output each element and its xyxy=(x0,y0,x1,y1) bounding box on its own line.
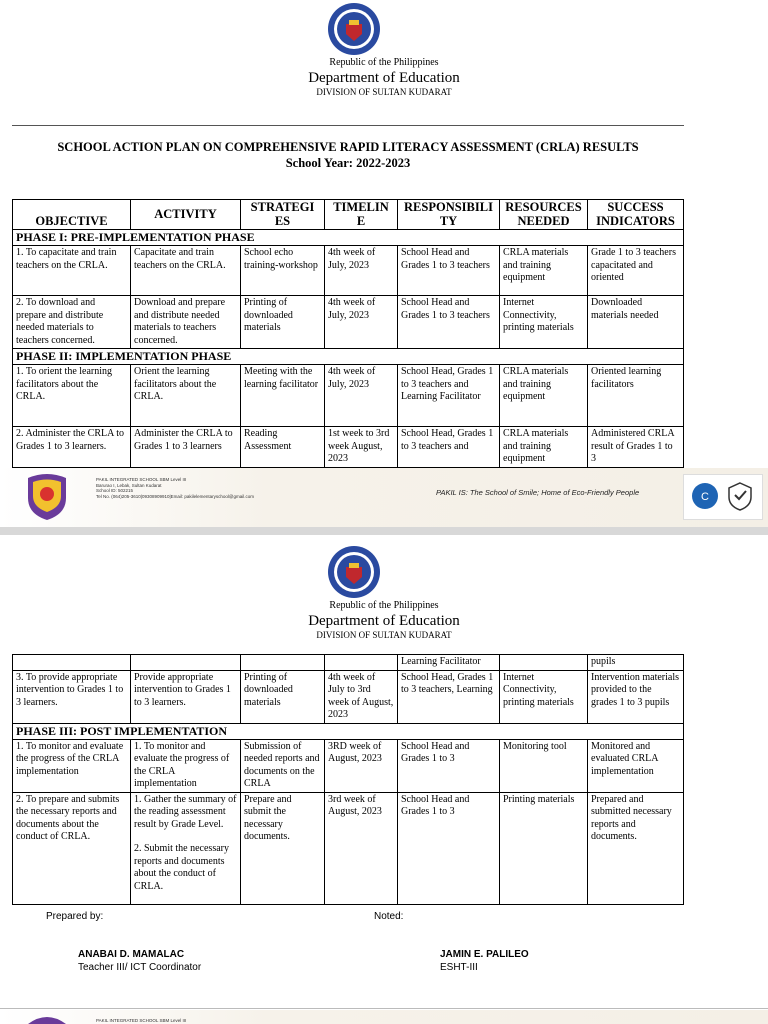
phase-1-label: PHASE I: PRE-IMPLEMENTATION PHASE xyxy=(13,230,684,246)
table-row xyxy=(13,792,684,904)
cell: pupils xyxy=(588,655,684,671)
cell: 1st week to 3rd week August, 2023 xyxy=(325,427,398,468)
cell: 4th week of July to 3rd week of August, 2023 xyxy=(325,670,398,723)
cell: School Head and Grades 1 to 3 xyxy=(398,792,500,904)
footer-school-id: School ID: 502215 xyxy=(96,488,134,493)
phase-row xyxy=(13,230,684,246)
cell: Printing of downloaded materials xyxy=(241,670,325,723)
cell: Intervention materials provided to the grades 1 to 3 pupils xyxy=(588,670,684,723)
republic-label: Republic of the Philippines xyxy=(329,600,439,611)
table-header-row xyxy=(13,200,684,230)
cell: School Head and Grades 1 to 3 teachers xyxy=(398,246,500,296)
col-success: SUCCESS INDICATORS xyxy=(588,200,684,230)
certification-badges xyxy=(683,474,763,520)
cell: Meeting with the learning facilitator xyxy=(241,365,325,427)
department-label: Department of Education xyxy=(308,613,460,629)
cell xyxy=(241,655,325,671)
noter-name: JAMIN E. PALILEO xyxy=(440,949,529,960)
cell: 2. Administer the CRLA to Grades 1 to 3 learners. xyxy=(13,427,131,468)
cell: Internet Connectivity, printing materials xyxy=(500,296,588,349)
col-responsibility: RESPONSIBILI TY xyxy=(398,200,500,230)
cell: Internet Connectivity, printing materials xyxy=(500,670,588,723)
footer-school: PAKIL INTEGRATED SCHOOL SBM Level III xyxy=(96,477,187,482)
svg-text:C: C xyxy=(701,491,709,503)
cell: Printing materials xyxy=(500,792,588,904)
table-row xyxy=(13,427,684,468)
cell: 4th week of July, 2023 xyxy=(325,246,398,296)
cell: Prepare and submit the necessary documents. xyxy=(241,792,325,904)
table-row xyxy=(13,655,684,671)
footer-address: Barurao I, Lebak, Sultan Kudarat xyxy=(96,482,162,488)
action-plan-table-page1 xyxy=(12,199,684,468)
cell: 1. To capacitate and train teachers on the CRLA. xyxy=(13,246,131,296)
activity-step-2: 2. Submit the necessary reports and documents about the conduct of CRLA. xyxy=(134,843,229,892)
cell: CRLA materials and training equipment xyxy=(500,246,588,296)
cell: Administer the CRLA to Grades 1 to 3 learners xyxy=(131,427,241,468)
cell: Reading Assessment xyxy=(241,427,325,468)
header-divider xyxy=(12,125,684,126)
cell: 2. To download and prepare and distribute needed materials to teachers concerned. xyxy=(13,296,131,349)
col-resources: RESOURCES NEEDED xyxy=(500,200,588,230)
action-plan-table-page2 xyxy=(12,654,684,905)
phase-row xyxy=(13,723,684,739)
cell: Prepared and submitted necessary reports and documents. xyxy=(588,792,684,904)
preparer-name: ANABAI D. MAMALAC xyxy=(78,949,185,960)
cell: Capacitate and train teachers on the CRLA. xyxy=(131,246,241,296)
col-timeline: TIMELIN E xyxy=(325,200,398,230)
cell: School Head, Grades 1 to 3 teachers, Learning xyxy=(398,670,500,723)
school-logo-icon xyxy=(24,472,70,522)
footer-tagline: PAKIL IS: The School of Smile; Home of Eco-Friendly People xyxy=(436,488,640,497)
cell: School Head and Grades 1 to 3 teachers xyxy=(398,296,500,349)
cell xyxy=(13,655,131,671)
division-label: DIVISION OF SULTAN KUDARAT xyxy=(316,630,452,640)
cell xyxy=(131,655,241,671)
division-label: DIVISION OF SULTAN KUDARAT xyxy=(316,87,452,97)
deped-seal-icon xyxy=(327,545,381,599)
cell: Grade 1 to 3 teachers capacitated and oriented xyxy=(588,246,684,296)
republic-label: Republic of the Philippines xyxy=(329,57,439,68)
cell: Submission of needed reports and documents on the CRLA xyxy=(241,739,325,792)
table-row xyxy=(13,296,684,349)
cell: Downloaded materials needed xyxy=(588,296,684,349)
cell: 4th week of July, 2023 xyxy=(325,365,398,427)
cell xyxy=(325,655,398,671)
cell: CRLA materials and training equipment xyxy=(500,427,588,468)
phase-row xyxy=(13,349,684,365)
col-activity: ACTIVITY xyxy=(131,200,241,230)
cell: School Head, Grades 1 to 3 teachers and Learning Facilitator xyxy=(398,365,500,427)
cell: 1. To monitor and evaluate the progress of the CRLA implementation xyxy=(13,739,131,792)
cell: 4th week of July, 2023 xyxy=(325,296,398,349)
cell: Orient the learning facilitators about the CRLA. xyxy=(131,365,241,427)
page-break xyxy=(0,527,768,535)
cell: 1. To monitor and evaluate the progress of the CRLA implementation xyxy=(131,739,241,792)
noter-role: ESHT-III xyxy=(440,962,478,973)
cell: School Head and Grades 1 to 3 xyxy=(398,739,500,792)
cell: CRLA materials and training equipment xyxy=(500,365,588,427)
col-objective: OBJECTIVE xyxy=(13,200,131,230)
cell: 3. To provide appropriate intervention to Grades 1 to 3 learners. xyxy=(13,670,131,723)
cell: 1. To orient the learning facilitators about the CRLA. xyxy=(13,365,131,427)
footer-info xyxy=(96,477,376,499)
cell: Monitoring tool xyxy=(500,739,588,792)
cell: 3rd week of August, 2023 xyxy=(325,792,398,904)
footer-contact: Tel No. (064)205-3610|09308909910|Email: pakilelementaryschool@gmail.com xyxy=(96,493,254,499)
col-strategies: STRATEGI ES xyxy=(241,200,325,230)
cell: Monitored and evaluated CRLA implementation xyxy=(588,739,684,792)
deped-seal-icon xyxy=(327,2,381,56)
footer-divider xyxy=(0,1008,768,1009)
socotec-logo-icon xyxy=(690,481,720,511)
phase-2-label: PHASE II: IMPLEMENTATION PHASE xyxy=(13,349,684,365)
cell: 3RD week of August, 2023 xyxy=(325,739,398,792)
prepared-by-label: Prepared by: xyxy=(46,911,104,922)
department-label: Department of Education xyxy=(308,70,460,86)
cell: Administered CRLA result of Grades 1 to 3 xyxy=(588,427,684,468)
cell: School Head, Grades 1 to 3 teachers and xyxy=(398,427,500,468)
ukas-logo-icon xyxy=(726,481,754,511)
school-year: School Year: 2022-2023 xyxy=(285,156,411,170)
cell: 2. To prepare and submits the necessary reports and documents about the conduct of CRLA. xyxy=(13,792,131,904)
table-row xyxy=(13,739,684,792)
table-row xyxy=(13,246,684,296)
school-logo-icon xyxy=(24,1014,70,1024)
activity-step-1: 1. Gather the summary of the reading assessment result by Grade Level. xyxy=(134,793,237,830)
table-row xyxy=(13,365,684,427)
phase-3-label: PHASE III: POST IMPLEMENTATION xyxy=(13,723,684,739)
footer-school: PAKIL INTEGRATED SCHOOL SBM Level III xyxy=(96,1018,187,1023)
cell xyxy=(131,792,241,904)
cell: Learning Facilitator xyxy=(398,655,500,671)
cell: Oriented learning facilitators xyxy=(588,365,684,427)
cell: Download and prepare and distribute needed materials to teachers concerned. xyxy=(131,296,241,349)
cell xyxy=(500,655,588,671)
noted-label: Noted: xyxy=(374,911,404,922)
preparer-role: Teacher III/ ICT Coordinator xyxy=(78,962,202,973)
cell: Printing of downloaded materials xyxy=(241,296,325,349)
cell: Provide appropriate intervention to Grades 1 to 3 learners. xyxy=(131,670,241,723)
table-row xyxy=(13,670,684,723)
cell: School echo training-workshop xyxy=(241,246,325,296)
document-title: SCHOOL ACTION PLAN ON COMPREHENSIVE RAPID LITERACY ASSESSMENT (CRLA) RESULTS xyxy=(57,140,639,154)
